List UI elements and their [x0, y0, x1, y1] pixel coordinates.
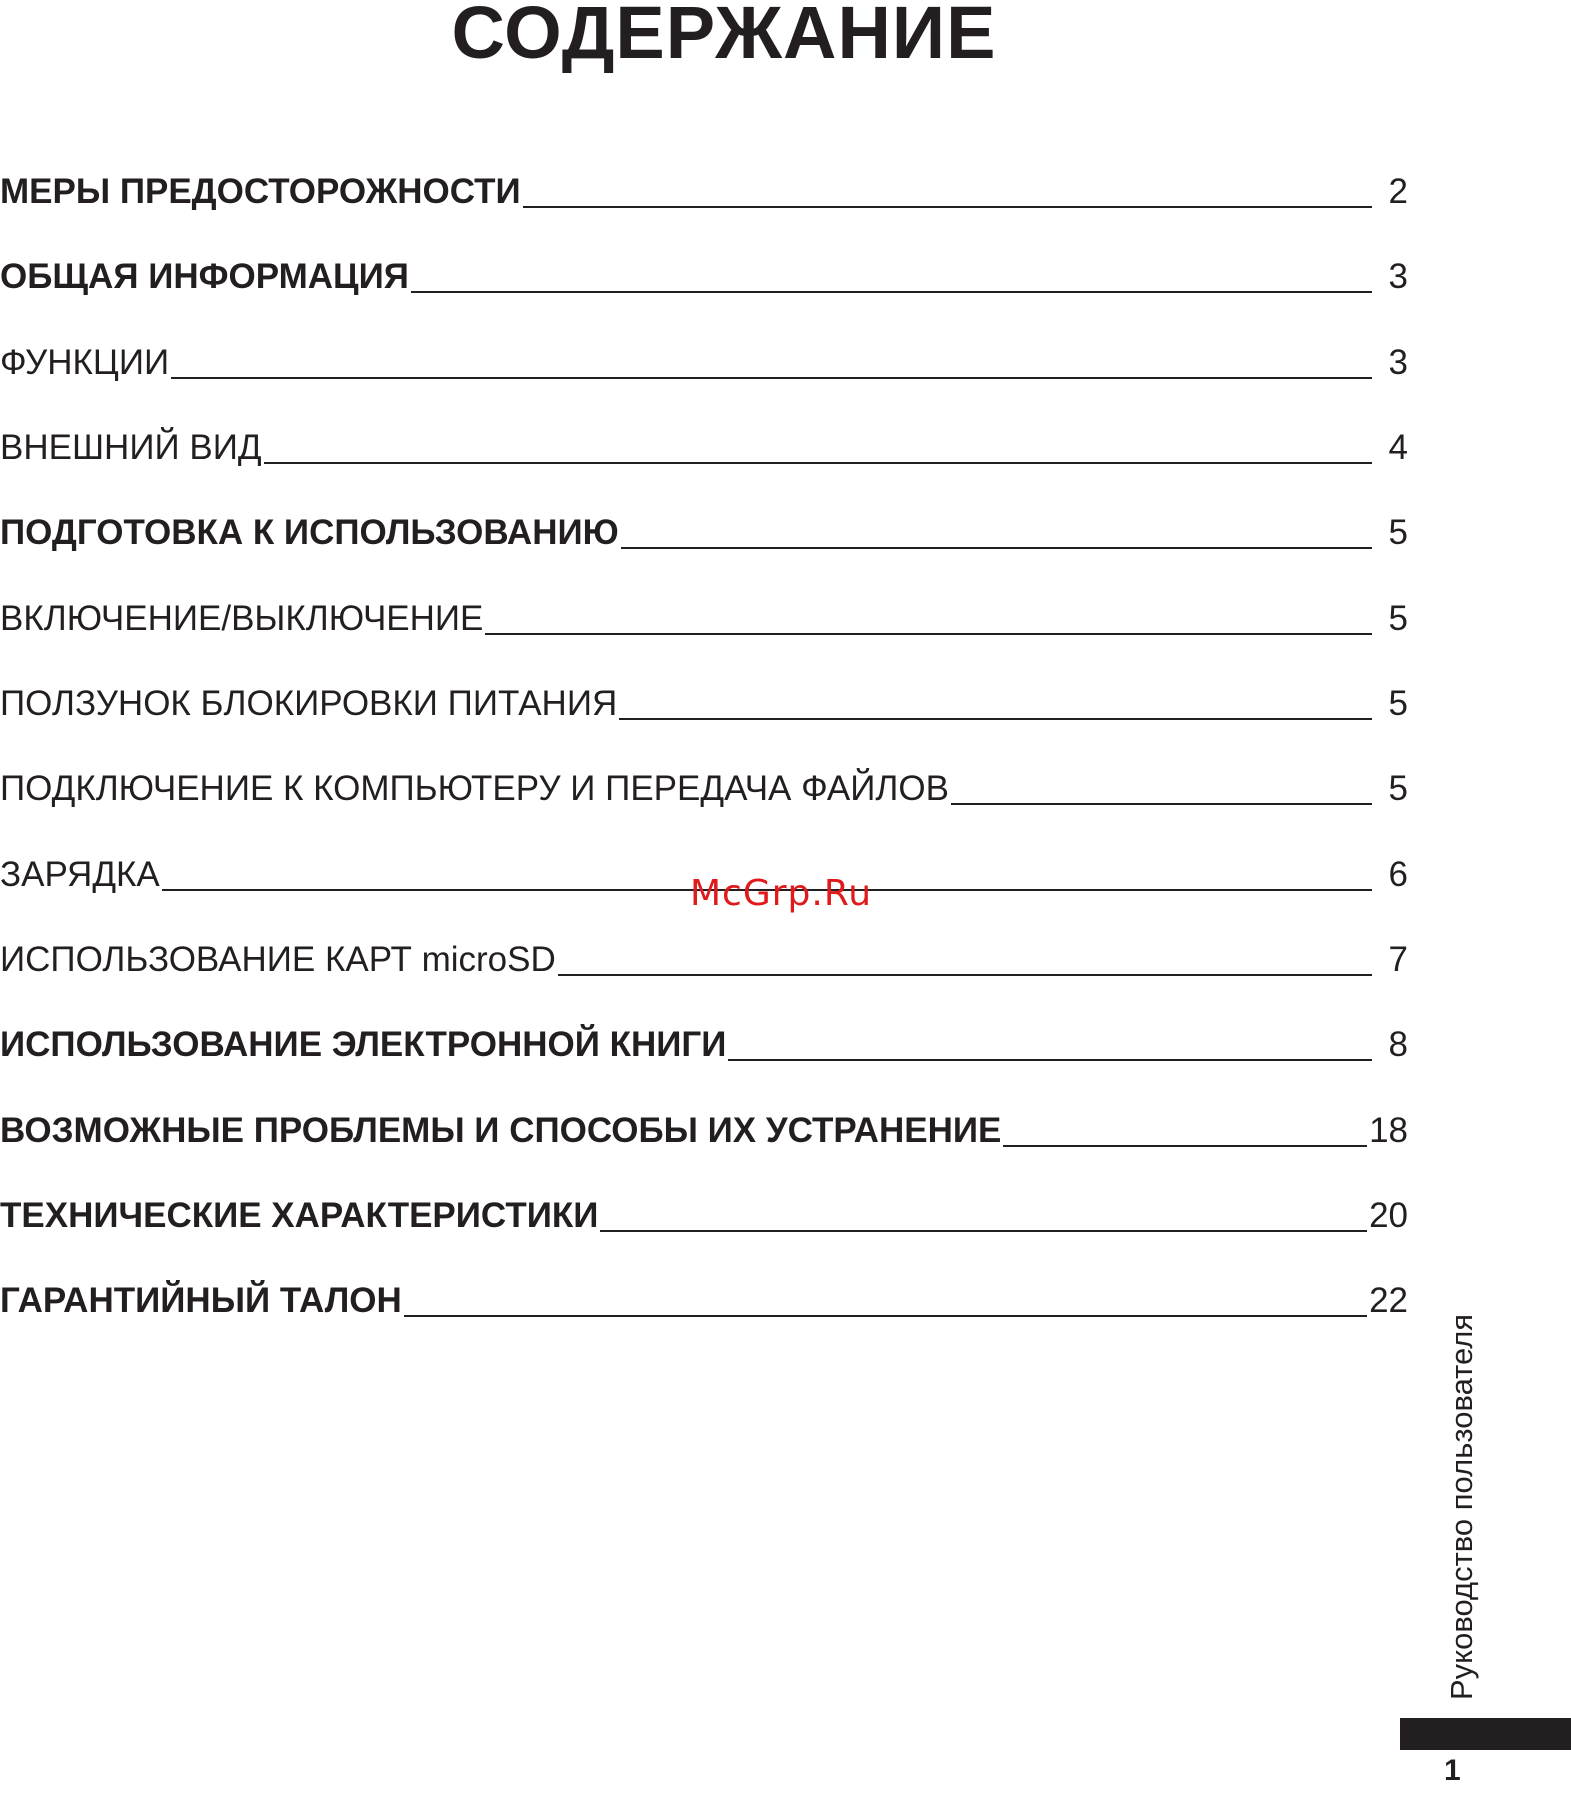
toc-entry-label: ВКЛЮЧЕНИЕ/ВЫКЛЮЧЕНИЕ	[0, 599, 484, 638]
toc-page-number: 5	[1388, 599, 1408, 638]
toc-leader-line	[621, 515, 1372, 549]
toc-leader-line	[1003, 1113, 1367, 1147]
toc-entry-label: ИСПОЛЬЗОВАНИЕ ЭЛЕКТРОННОЙ КНИГИ	[0, 1025, 727, 1064]
toc-page-number: 3	[1388, 343, 1408, 382]
toc-leader-line	[485, 601, 1372, 635]
toc-entry-label: ИСПОЛЬЗОВАНИЕ КАРТ microSD	[0, 940, 556, 979]
toc-page-number: 22	[1369, 1281, 1408, 1320]
toc-page-number: 18	[1369, 1111, 1408, 1150]
toc-page-number: 5	[1388, 513, 1408, 552]
toc-leader-line	[264, 430, 1372, 464]
toc-entry[interactable]	[0, 1023, 1408, 1067]
toc-entry[interactable]	[0, 597, 1408, 641]
toc-entry[interactable]	[0, 255, 1408, 299]
watermark: McGrp.Ru	[690, 873, 873, 914]
toc-entry-label: ТЕХНИЧЕСКИЕ ХАРАКТЕРИСТИКИ	[0, 1196, 599, 1235]
toc-leader-line	[558, 942, 1372, 976]
toc-entry-label: ГАРАНТИЙНЫЙ ТАЛОН	[0, 1281, 402, 1320]
toc-page-number: 3	[1388, 257, 1408, 296]
toc-leader-line	[411, 259, 1372, 293]
toc-entry[interactable]	[0, 1279, 1408, 1323]
toc-entry-label: ВОЗМОЖНЫЕ ПРОБЛЕМЫ И СПОСОБЫ ИХ УСТРАНЕНИЕ	[0, 1111, 1002, 1150]
toc-entry[interactable]	[0, 682, 1408, 726]
toc-entry[interactable]	[0, 511, 1408, 555]
toc-leader-line	[404, 1283, 1367, 1317]
page-number: 1	[1444, 1754, 1461, 1787]
toc-entry[interactable]	[0, 341, 1408, 385]
toc-page-number: 5	[1388, 684, 1408, 723]
toc-entry[interactable]	[0, 426, 1408, 470]
toc-entry-label: ФУНКЦИИ	[0, 343, 170, 382]
toc-entry[interactable]	[0, 938, 1408, 982]
toc-page-number: 20	[1369, 1196, 1408, 1235]
toc-entry-label: ЗАРЯДКА	[0, 855, 160, 894]
page-title: СОДЕРЖАНИЕ	[451, 0, 997, 74]
toc-entry-label: МЕРЫ ПРЕДОСТОРОЖНОСТИ	[0, 172, 521, 211]
toc-page-number: 6	[1388, 855, 1408, 894]
side-label-user-manual: Руководство пользователя	[1444, 1313, 1479, 1700]
toc-leader-line	[619, 686, 1372, 720]
toc-page-number: 5	[1388, 769, 1408, 808]
toc-leader-line	[523, 174, 1372, 208]
toc-leader-line	[600, 1198, 1367, 1232]
toc-entry-label: ПОДКЛЮЧЕНИЕ К КОМПЬЮТЕРУ И ПЕРЕДАЧА ФАЙЛОВ	[0, 769, 949, 808]
toc-entry[interactable]	[0, 170, 1408, 214]
toc-page-number: 8	[1388, 1025, 1408, 1064]
toc-leader-line	[951, 771, 1372, 805]
toc-entry-label: ПОЛЗУНОК БЛОКИРОВКИ ПИТАНИЯ	[0, 684, 618, 723]
toc-entry-label: ПОДГОТОВКА К ИСПОЛЬЗОВАНИЮ	[0, 513, 619, 552]
toc-entry[interactable]	[0, 1194, 1408, 1238]
side-decorative-bar	[1400, 1718, 1571, 1750]
toc-entry[interactable]	[0, 767, 1408, 811]
toc-page-number: 2	[1388, 172, 1408, 211]
toc-entry-label: ВНЕШНИЙ ВИД	[0, 428, 262, 467]
toc-page-number: 4	[1388, 428, 1408, 467]
toc-leader-line	[171, 345, 1372, 379]
toc-page-number: 7	[1388, 940, 1408, 979]
toc-entry[interactable]	[0, 1109, 1408, 1153]
toc-entry-label: ОБЩАЯ ИНФОРМАЦИЯ	[0, 257, 409, 296]
toc-leader-line	[728, 1027, 1372, 1061]
